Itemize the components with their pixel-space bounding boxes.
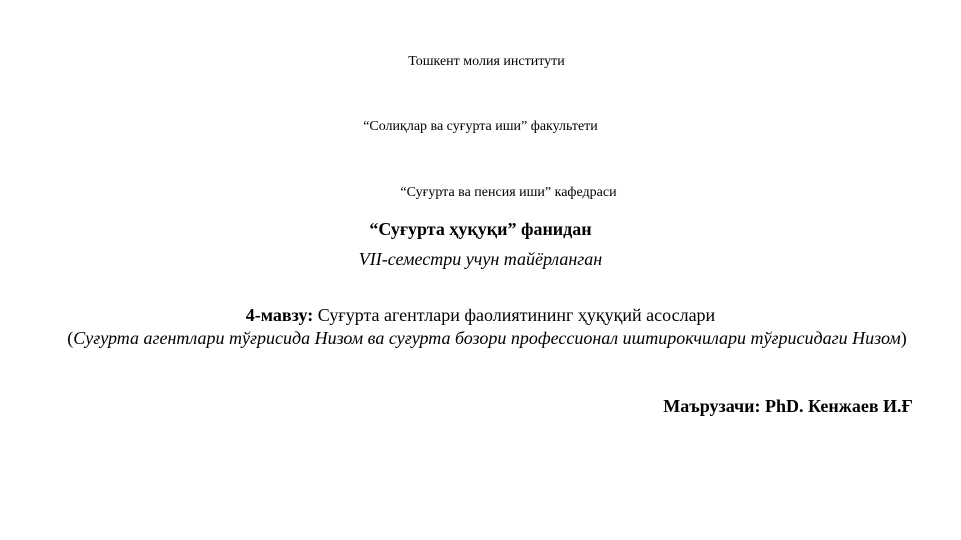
topic-heading (0, 305, 961, 326)
faculty-name: “Солиқлар ва суғурта иши” факультети (363, 119, 598, 134)
subtitle-text: Суғурта агентлари тўғрисида Низом ва суғурта бозори профессионал иштирокчилари тўғрисидаги Низом (73, 328, 901, 348)
subtitle-close-paren: ) (900, 328, 907, 348)
subtitle-open-paren: ( (67, 328, 74, 348)
semester-note: VII-семестри учун тайёрланган (358, 249, 603, 269)
lecturer-name: Маърузачи: PhD. Кенжаев И.Ғ (663, 396, 913, 416)
institute-name: Тошкент молия институти (408, 54, 565, 69)
topic-label: 4-мавзу: (245, 305, 314, 325)
topic-title: Суғурта агентлари фаолиятининг ҳуқуқий асослари (317, 305, 716, 325)
topic-subtitle (62, 330, 912, 346)
department-name: “Суғурта ва пенсия иши” кафедраси (400, 185, 617, 200)
subject-title: “Суғурта ҳуқуқи” фанидан (369, 219, 592, 239)
